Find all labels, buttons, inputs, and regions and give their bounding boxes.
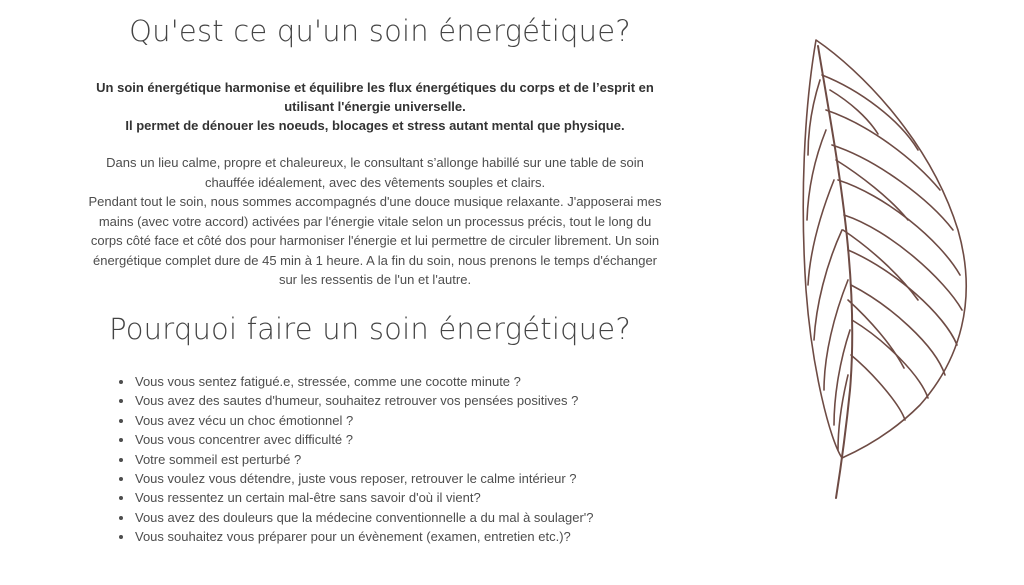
list-item: • Vous avez des douleurs que la médecine conventionnelle a du mal à soulager'? bbox=[134, 508, 594, 527]
list-item: • Vous avez vécu un choc émotionnel ? bbox=[134, 411, 594, 430]
reasons-list bbox=[114, 372, 594, 547]
list-item: • Votre sommeil est perturbé ? bbox=[134, 450, 594, 469]
description-line: sur les ressentis de l'un et l'autre. bbox=[278, 272, 472, 287]
intro-line: Un soin énergétique harmonise et équilibre les flux énergétiques du corps et de l’esprit en bbox=[96, 80, 654, 95]
intro-line: utilisant l'énergie universelle. bbox=[284, 99, 466, 114]
description-paragraph bbox=[40, 153, 710, 290]
list-item: • Vous ressentez un certain mal-être sans savoir d'où il vient? bbox=[134, 488, 594, 507]
list-item: • Vous voulez vous détendre, juste vous reposer, retrouver le calme intérieur ? bbox=[134, 469, 594, 488]
description-line: Pendant tout le soin, nous sommes accompagnés d'une douce musique relaxante. J'apposerai mes bbox=[88, 194, 662, 209]
description-line: corps côté face et côté dos pour harmoniser l'énergie et lui permettre de circuler librement. Un soin bbox=[90, 233, 660, 248]
list-item: • Vous avez des sautes d'humeur, souhaitez retrouver vos pensées positives ? bbox=[134, 391, 594, 410]
intro-line: Il permet de dénouer les noeuds, blocages et stress autant mental que physique. bbox=[125, 118, 625, 133]
description-line: Dans un lieu calme, propre et chaleureux, le consultant s’allonge habillé sur une table de soin bbox=[106, 155, 644, 170]
description-line: mains (avec votre accord) activées par l'énergie vitale selon un processus précis, tout le long du bbox=[98, 213, 652, 229]
feather-icon bbox=[790, 30, 990, 505]
description-line: chauffée idéalement, avec des vêtements souples et clairs. bbox=[204, 174, 546, 190]
section-title: Pourquoi faire un soin énergétique? bbox=[109, 312, 631, 346]
description-line: énergétique complet dure de 45 min à 1 heure. A la fin du soin, nous prenons le temps d'échanger bbox=[92, 252, 658, 268]
list-item: • Vous vous sentez fatigué.e, stressée, comme une cocotte minute ? bbox=[134, 372, 594, 391]
list-item: • Vous souhaitez vous préparer pour un évènement (examen, entretien etc.)? bbox=[134, 527, 594, 546]
list-item: • Vous vous concentrer avec difficulté ? bbox=[134, 430, 594, 449]
intro-bold-paragraph bbox=[40, 78, 710, 135]
page-title: Qu'est ce qu'un soin énergétique? bbox=[129, 14, 631, 48]
